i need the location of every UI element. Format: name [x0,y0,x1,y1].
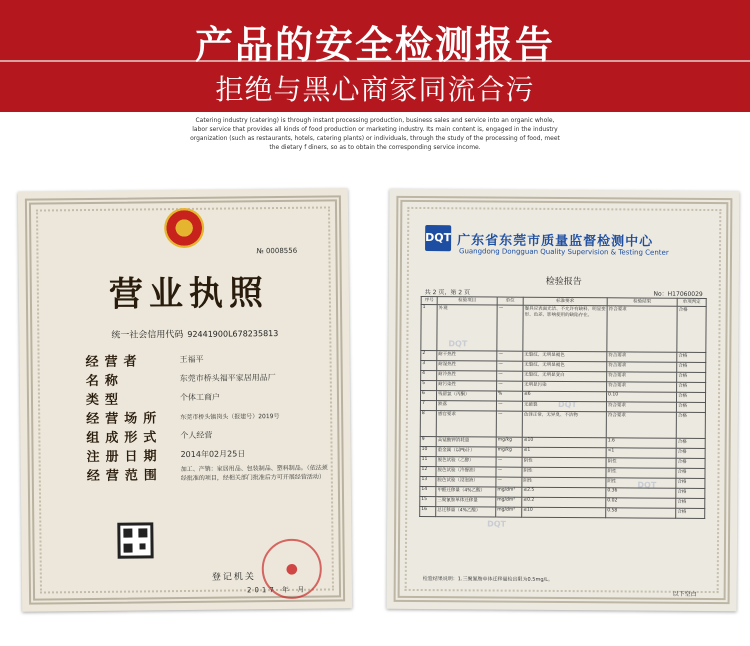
table-cell-unit: mg/kg [496,437,522,447]
table-cell-verdict: 合格 [676,448,705,458]
report-title: 检验报告 [545,276,582,288]
table-cell-verdict: 合格 [676,458,705,468]
table-cell-unit: — [497,361,523,371]
table-cell-no: 10 [420,447,436,457]
table-cell-no: 4 [421,371,437,381]
table-cell-result: 阴性 [606,458,676,468]
org-name-cn: 广东省东莞市质量监督检测中心 [457,233,654,250]
table-cell-item: 耐湿热性 [437,361,497,371]
license-field: 名称 东莞市桥头福平家居用品厂 [85,373,276,390]
watermark: DQT [487,519,507,529]
license-field: 经营范围 加工、产销：家居用品、包装制品、塑料制品。（依法须经批准的项目，经相关部门批准后方可开展经营活动） [86,464,328,485]
table-cell-req: ≤1 [522,447,606,458]
table-cell-no: 5 [421,381,437,391]
column-header: 序号 [421,297,437,305]
results-table-body [420,305,706,519]
registration-authority: 登记机关 [211,572,256,583]
table-cell-item: 外观 [437,305,497,351]
national-emblem-icon [164,208,204,248]
table-cell-no: 11 [420,457,436,467]
table-cell-unit: — [496,467,522,477]
table-cell-no: 12 [420,467,436,477]
table-cell-req: 无明显污染 [523,381,607,392]
table-cell-item: 感官要求 [436,411,496,437]
license-number: № 0008556 [256,246,298,256]
issue-date: 2017 年 月 [246,585,308,595]
table-cell-unit: — [496,477,522,487]
license-title: 营业执照 [108,273,270,315]
banner-title: 产品的安全检测报告 [194,23,555,67]
license-field: 组成形式 个人经营 [86,430,213,447]
table-cell-item: 高锰酸钾消耗量 [436,437,496,447]
table-cell-req: 无裂纹、无明显褪色 [523,351,607,362]
table-cell-verdict: 合格 [676,478,705,488]
watermark: DQT [557,399,577,410]
table-cell-result: 符合要求 [607,362,677,372]
table-cell-unit: mg/dm² [496,507,522,517]
table-cell-no: 3 [421,361,437,371]
table-cell-result: 0.36 [606,488,676,498]
table-cell-unit: — [496,411,522,437]
table-cell-verdict: 合格 [677,306,706,352]
table-cell-result: 符合要求 [607,306,677,352]
table-cell-verdict: 合格 [676,488,705,498]
table-cell-verdict: 合格 [677,372,706,382]
table-cell-no: 13 [420,477,436,487]
column-header: 单位 [497,297,523,305]
column-header: 单项判定 [677,298,706,306]
table-cell-no: 8 [420,411,436,437]
table-cell-req: 无裂纹、无明显褪色 [523,361,607,372]
table-cell-item: 耐污染性 [437,381,497,391]
table-cell-result: 符合要求 [606,402,676,412]
table-cell-unit: — [497,371,523,381]
table-cell-req: ≤10 [522,437,606,448]
table-cell-verdict: 合格 [676,412,705,438]
report-end-note: 以下空白 [672,590,697,598]
table-cell-req: 无裂纹、无明显变白 [523,371,607,382]
table-cell-result: 符合要求 [606,412,676,438]
org-name-en: Guangdong Dongguan Quality Supervision & Testing Center [459,247,669,257]
table-row [420,411,705,439]
table-cell-req: 阴性 [522,467,606,478]
table-cell-no: 7 [420,401,436,411]
table-cell-verdict: 合格 [676,498,705,508]
table-cell-item: 重金属（以Pb计） [436,447,496,457]
official-seal-icon: ● [261,539,322,600]
table-cell-unit: % [496,391,522,401]
table-cell-result: 符合要求 [607,372,677,382]
table-cell-verdict: 合格 [676,468,705,478]
table-cell-result: 符合要求 [607,382,677,392]
table-cell-no: 6 [420,391,436,401]
table-cell-result: 0.10 [606,392,676,402]
table-cell-unit: mg/dm² [496,487,522,497]
table-cell-no: 9 [420,437,436,447]
table-cell-unit: — [497,351,523,361]
table-cell-item: 甲醛迁移量（4%乙酸） [436,487,496,497]
table-cell-unit: — [496,457,522,467]
table-cell-item: 三聚氰胺单体迁移量 [436,497,496,507]
table-cell-no: 14 [420,487,436,497]
results-table [419,296,707,519]
table-cell-item: 脱色试验（乙醇） [436,457,496,467]
table-cell-item: 跌落 [436,401,496,411]
inspection-report-image [387,189,740,611]
table-cell-verdict: 合格 [676,438,705,448]
license-field: 经营场所 东莞市桥头镇岗头（报建号）2019号 [86,411,280,428]
table-cell-req: ≤10 [522,507,606,518]
table-cell-req: ≤0.2 [522,497,606,508]
business-license-image [18,188,352,611]
banner-subtitle: 拒绝与黑心商家同流合污 [215,73,535,106]
dqt-logo-icon: DQT [425,225,451,251]
table-cell-result: 0.58 [606,508,676,518]
table-cell-result: 阴性 [606,478,676,488]
watermark: DQT [448,339,468,349]
table-row [420,507,705,519]
table-cell-verdict: 合格 [677,362,706,372]
column-header: 标准要求 [523,297,607,306]
table-cell-verdict: 合格 [676,402,705,412]
table-cell-no: 16 [420,507,436,517]
table-cell-no: 2 [421,351,437,361]
table-cell-req: 无破裂 [522,401,606,412]
table-cell-unit: mg/kg [496,447,522,457]
table-cell-req: 餐具应表面光洁、不允许有缺料、明显变形、色差、影响使用的缺陷存在。 [523,305,607,352]
table-cell-unit: — [497,305,523,351]
table-cell-item: 残留氯（丙酮） [436,391,496,401]
table-cell-req: ≤2.5 [522,487,606,498]
table-row [421,305,706,353]
table-cell-result: 1.6 [606,438,676,448]
qr-code-icon [117,522,153,558]
table-cell-result: 0.02 [606,498,676,508]
table-cell-no: 15 [420,497,436,507]
license-field: 注册日期 2014年02月25日 [86,449,246,466]
table-cell-unit: — [496,401,522,411]
table-cell-item: 脱色试验（浸泡液） [436,477,496,487]
table-cell-unit: — [497,381,523,391]
license-field: 类型 个体工商户 [85,392,221,409]
table-cell-verdict: 合格 [677,382,706,392]
table-cell-item: 脱色试验（冷餐油） [436,467,496,477]
credit-code: 统一社会信用代码 92441900L678235813 [111,329,279,341]
table-cell-req: 色泽正常，无异臭、不洁物 [522,411,606,438]
report-footer-note: 检验结果说明：1.三聚氰胺单体迁移量检出限为0.5mg/L。 [422,576,554,583]
table-cell-req: 阴性 [522,457,606,468]
table-cell-req: 阴性 [522,477,606,488]
column-header: 检验结果 [607,298,677,306]
table-cell-item: 耐干热性 [437,351,497,361]
table-cell-unit: mg/dm² [496,497,522,507]
column-header: 检验项目 [437,297,497,305]
table-cell-result: <1 [606,448,676,458]
report-number: No：H17060029 [653,290,703,298]
report-page-info: 共 2 页，第 2 页 [424,289,471,297]
table-cell-req: ≤6 [522,391,606,402]
table-cell-item: 耐冷热性 [437,371,497,381]
intro-text: Catering industry (catering) is through instant processing production, business sales and service into an organic whole, labor service that provides all kinds of food production or marketing industry. Its main content is, engaged in the industry organization (such as restaurants, hotels, catering plants) or individuals, through the study of the processing of food, meet the dietary f diners, so as to obtain the corresponding service income. [190,117,560,151]
table-cell-no: 1 [421,305,437,351]
header-banner [0,0,750,112]
license-fields [85,348,336,495]
table-cell-verdict: 合格 [677,352,706,362]
watermark: DQT [637,480,657,490]
table-cell-result: 符合要求 [607,352,677,362]
license-field: 经营者 王福平 [85,354,204,371]
table-cell-verdict: 合格 [676,392,705,402]
table-cell-item: 总迁移量（4%乙酸） [436,507,496,517]
table-cell-result: 阴性 [606,468,676,478]
table-cell-verdict: 合格 [676,508,705,518]
